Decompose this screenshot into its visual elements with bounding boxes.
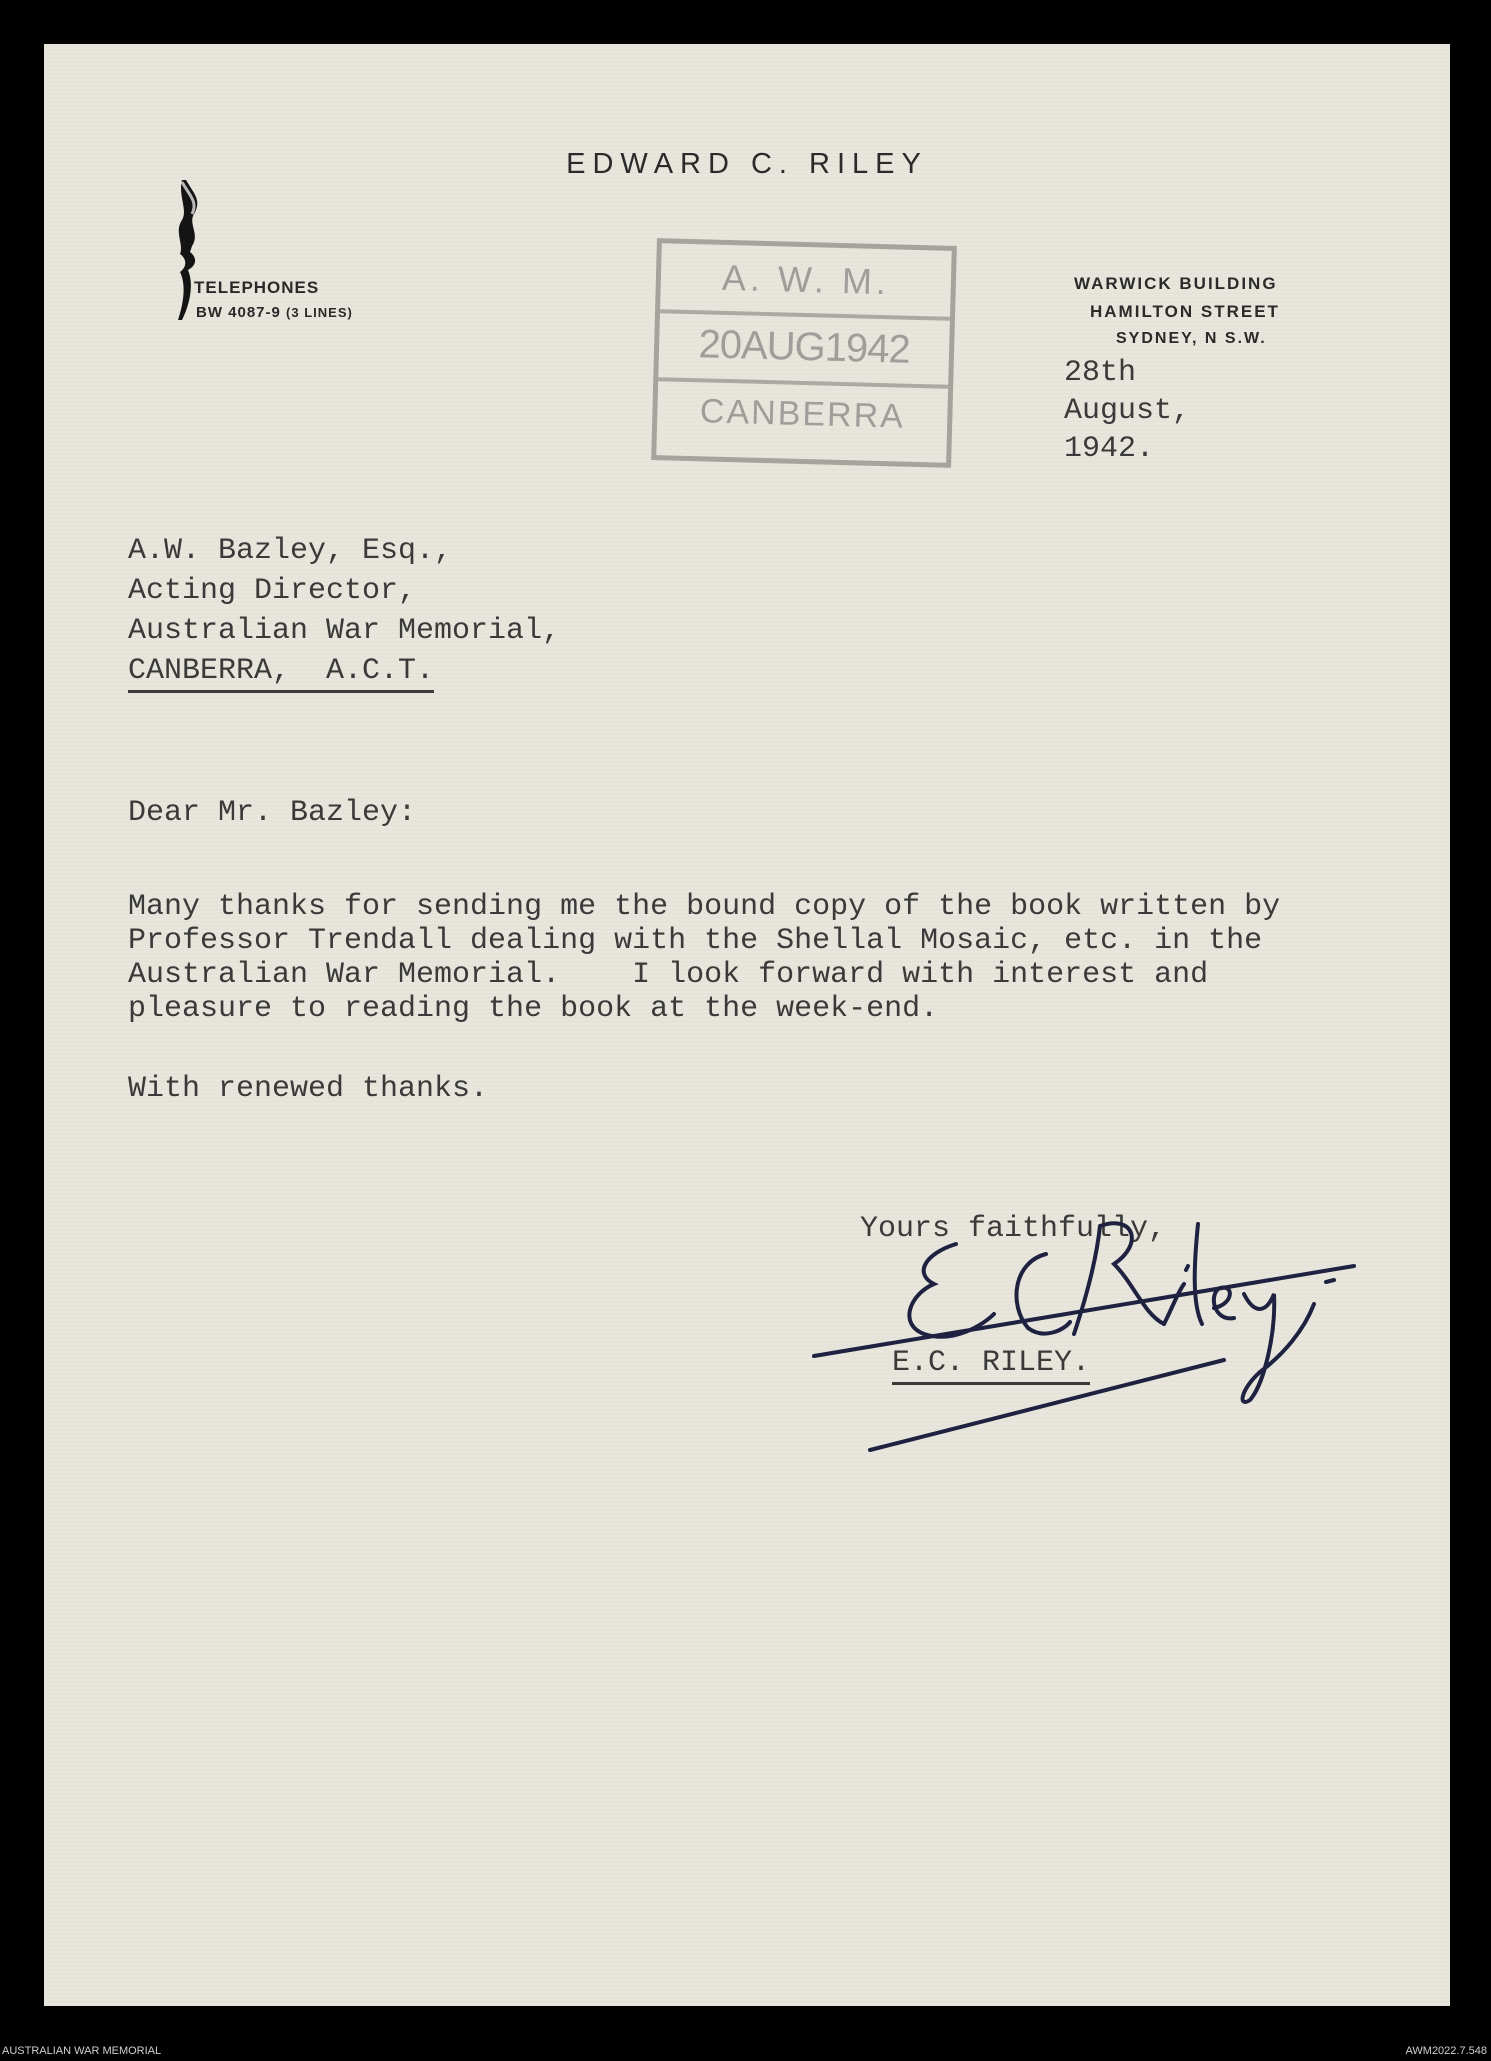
address-line-1: WARWICK BUILDING <box>1074 274 1278 293</box>
stamp-divider-bottom <box>658 377 948 389</box>
letterhead-name: EDWARD C. RILEY <box>566 148 928 180</box>
letter-page <box>44 44 1450 2006</box>
handwritten-signature <box>814 1191 1374 1464</box>
date-year: 1942. <box>1064 432 1155 466</box>
torn-hole-mark <box>172 174 208 324</box>
address-line-2: HAMILTON STREET <box>1090 302 1280 321</box>
date-month: August, <box>1064 394 1191 428</box>
date-day: 28th <box>1064 356 1137 390</box>
footer-left: AUSTRALIAN WAR MEMORIAL <box>2 2045 162 2057</box>
recipient-line-3: Australian War Memorial, <box>128 614 561 648</box>
stamp-top-text: A. W. M. <box>721 256 891 303</box>
body-line-3: Australian War Memorial. I look forward with interest and <box>128 958 1209 992</box>
recipient-line-2: Acting Director, <box>128 574 417 608</box>
telephone-lines: (3 LINES) <box>286 305 353 320</box>
stamp-place: CANBERRA <box>699 392 906 436</box>
address-line-3: SYDNEY, N S.W. <box>1116 330 1267 347</box>
body-line-1: Many thanks for sending me the bound copy of the book written by <box>128 890 1281 924</box>
salutation: Dear Mr. Bazley: <box>128 796 417 830</box>
stamp-divider-top <box>660 309 950 321</box>
body-line-5: With renewed thanks. <box>128 1072 489 1106</box>
recipient-line-1: A.W. Bazley, Esq., <box>128 534 453 568</box>
telephone-number-value: BW 4087-9 <box>196 304 281 321</box>
footer-right: AWM2022.7.548 <box>1405 2045 1487 2057</box>
telephone-number <box>196 304 353 321</box>
stamp-date: 20AUG1942 <box>698 322 911 372</box>
telephones-heading: TELEPHONES <box>194 278 320 297</box>
received-stamp <box>651 238 957 468</box>
typed-name: E.C. RILEY. <box>892 1346 1090 1385</box>
recipient-line-4: CANBERRA, A.C.T. <box>128 654 434 693</box>
valediction: Yours faithfully, <box>860 1212 1167 1246</box>
body-line-4: pleasure to reading the book at the week-end. <box>128 992 939 1026</box>
body-line-2: Professor Trendall dealing with the Shellal Mosaic, etc. in the <box>128 924 1263 958</box>
signature-text: E.C. Riley <box>814 1191 886 1208</box>
